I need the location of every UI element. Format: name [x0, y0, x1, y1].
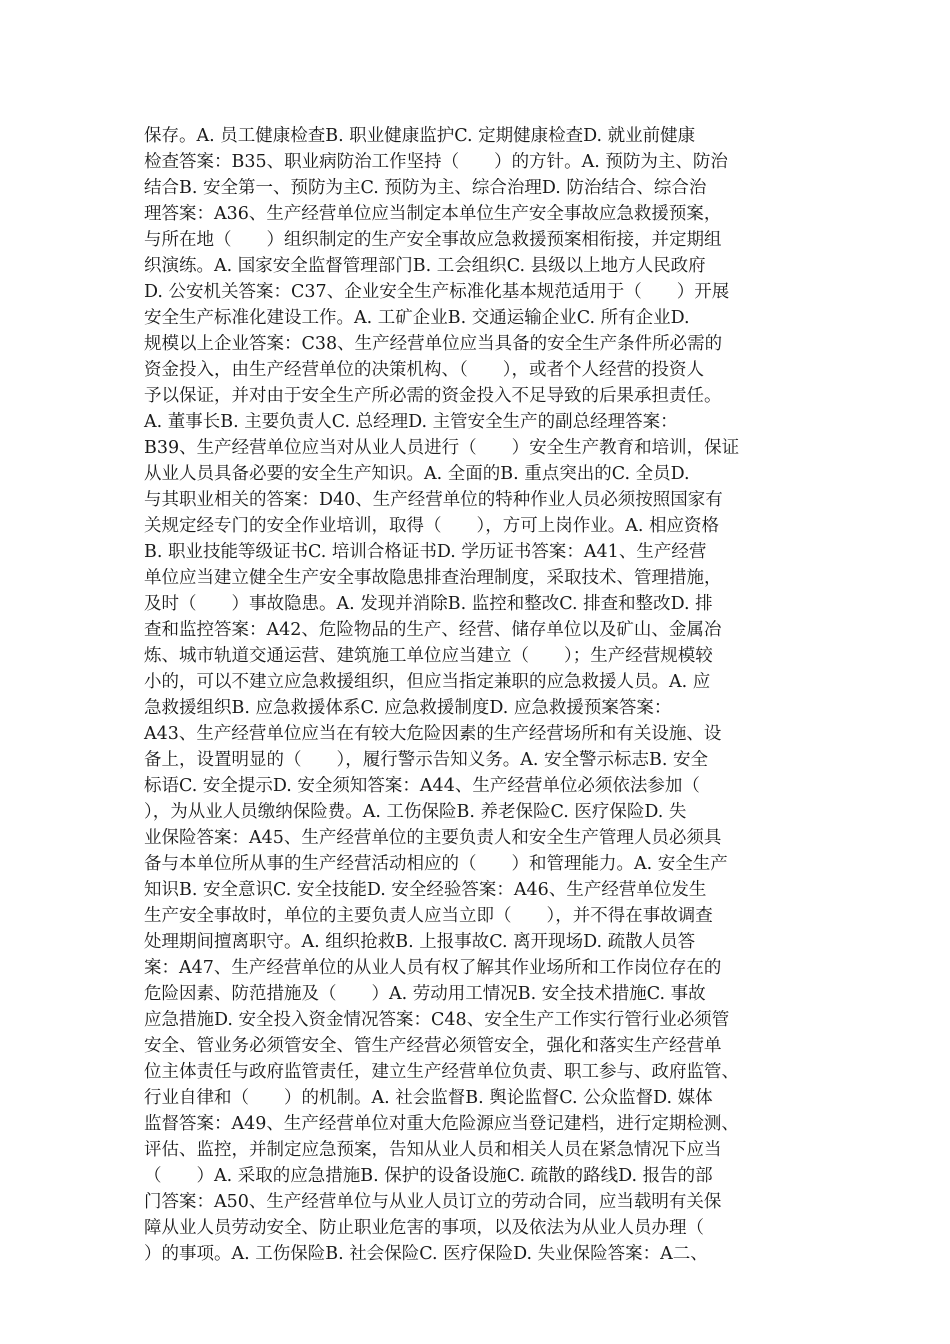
text-line: 监督答案：A49、生产经营单位对重大危险源应当登记建档，进行定期检测、	[144, 1114, 739, 1134]
text-line: A. 董事长B. 主要负责人C. 总经理D. 主管安全生产的副总经理答案：	[144, 412, 678, 432]
text-line: 规模以上企业答案：C38、生产经营单位应当具备的安全生产条件所必需的	[144, 334, 723, 354]
text-line: 小的，可以不建立应急救援组织，但应当指定兼职的应急救援人员。A. 应	[144, 672, 711, 692]
text-line: 与所在地（ ）组织制定的生产安全事故应急救援预案相衔接，并定期组	[144, 230, 722, 250]
text-line: 处理期间擅离职守。A. 组织抢救B. 上报事故C. 离开现场D. 疏散人员答	[144, 932, 696, 952]
text-line: 生产安全事故时，单位的主要负责人应当立即（ ），并不得在事故调查	[144, 906, 713, 926]
text-line: 安全生产标准化建设工作。A. 工矿企业B. 交通运输企业C. 所有企业D.	[144, 308, 690, 328]
text-line: D. 公安机关答案：C37、企业安全生产标准化基本规范适用于（ ）开展	[144, 282, 730, 302]
text-line: 障从业人员劳动安全、防止职业危害的事项，以及依法为从业人员办理（	[144, 1218, 704, 1238]
text-line: 单位应当建立健全生产安全事故隐患排查治理制度，采取技术、管理措施，	[144, 568, 722, 588]
text-line: 予以保证，并对由于安全生产所必需的资金投入不足导致的后果承担责任。	[144, 386, 722, 406]
text-line: 位主体责任与政府监管责任，建立生产经营单位负责、职工参与、政府监管、	[144, 1062, 739, 1082]
text-line: 保存。A. 员工健康检查B. 职业健康监护C. 定期健康检查D. 就业前健康	[144, 126, 696, 146]
text-line: A43、生产经营单位应当在有较大危险因素的生产经营场所和有关设施、设	[144, 724, 722, 744]
text-line: 查和监控答案：A42、危险物品的生产、经营、储存单位以及矿山、金属冶	[144, 620, 722, 640]
text-line: （ ）A. 采取的应急措施B. 保护的设备设施C. 疏散的路线D. 报告的部	[144, 1166, 713, 1186]
body-text	[144, 123, 834, 1267]
text-line: 门答案：A50、生产经营单位与从业人员订立的劳动合同，应当载明有关保	[144, 1192, 722, 1212]
text-line: 检查答案：B35、职业病防治工作坚持（ ）的方针。A. 预防为主、防治	[144, 152, 728, 172]
text-line: 理答案：A36、生产经营单位应当制定本单位生产安全事故应急救援预案，	[144, 204, 722, 224]
text-line: B39、生产经营单位应当对从业人员进行（ ）安全生产教育和培训，保证	[144, 438, 740, 458]
text-line: 备上，设置明显的（ ），履行警示告知义务。A. 安全警示标志B. 安全	[144, 750, 708, 770]
text-line: B. 职业技能等级证书C. 培训合格证书D. 学历证书答案：A41、生产经营	[144, 542, 707, 562]
text-line: 关规定经专门的安全作业培训，取得（ ），方可上岗作业。A. 相应资格	[144, 516, 720, 536]
text-line: 危险因素、防范措施及（ ）A. 劳动用工情况B. 安全技术措施C. 事故	[144, 984, 706, 1004]
text-line: 与其职业相关的答案：D40、生产经营单位的特种作业人员必须按照国家有	[144, 490, 723, 510]
text-line: 及时（ ）事故隐患。A. 发现并消除B. 监控和整改C. 排查和整改D. 排	[144, 594, 713, 614]
text-line: 资金投入，由生产经营单位的决策机构、（ ），或者个人经营的投资人	[144, 360, 704, 380]
text-line: 案：A47、生产经营单位的从业人员有权了解其作业场所和工作岗位存在的	[144, 958, 722, 978]
text-line: 应急措施D. 安全投入资金情况答案：C48、安全生产工作实行管行业必须管	[144, 1010, 730, 1030]
text-line: ）的事项。A. 工伤保险B. 社会保险C. 医疗保险D. 失业保险答案：A二、	[144, 1244, 708, 1264]
text-line: 行业自律和（ ）的机制。A. 社会监督B. 舆论监督C. 公众监督D. 媒体	[144, 1088, 713, 1108]
text-line: 从业人员具备必要的安全生产知识。A. 全面的B. 重点突出的C. 全员D.	[144, 464, 690, 484]
text-line: 织演练。A. 国家安全监督管理部门B. 工会组织C. 县级以上地方人民政府	[144, 256, 706, 276]
text-line: 知识B. 安全意识C. 安全技能D. 安全经验答案：A46、生产经营单位发生	[144, 880, 707, 900]
text-line: ），为从业人员缴纳保险费。A. 工伤保险B. 养老保险C. 医疗保险D. 失	[144, 802, 687, 822]
text-line: 评估、监控，并制定应急预案，告知从业人员和相关人员在紧急情况下应当	[144, 1140, 722, 1160]
text-line: 标语C. 安全提示D. 安全须知答案：A44、生产经营单位必须依法参加（	[144, 776, 700, 796]
text-line: 急救援组织B. 应急救援体系C. 应急救援制度D. 应急救援预案答案：	[144, 698, 672, 718]
text-line: 安全、管业务必须管安全、管生产经营必须管安全，强化和落实生产经营单	[144, 1036, 722, 1056]
text-line: 结合B. 安全第一、预防为主C. 预防为主、综合治理D. 防治结合、综合治	[144, 178, 707, 198]
text-line: 备与本单位所从事的生产经营活动相应的（ ）和管理能力。A. 安全生产	[144, 854, 728, 874]
text-line: 业保险答案：A45、生产经营单位的主要负责人和安全生产管理人员必须具	[144, 828, 722, 848]
text-line: 炼、城市轨道交通运营、建筑施工单位应当建立（ ）；生产经营规模较	[144, 646, 713, 666]
